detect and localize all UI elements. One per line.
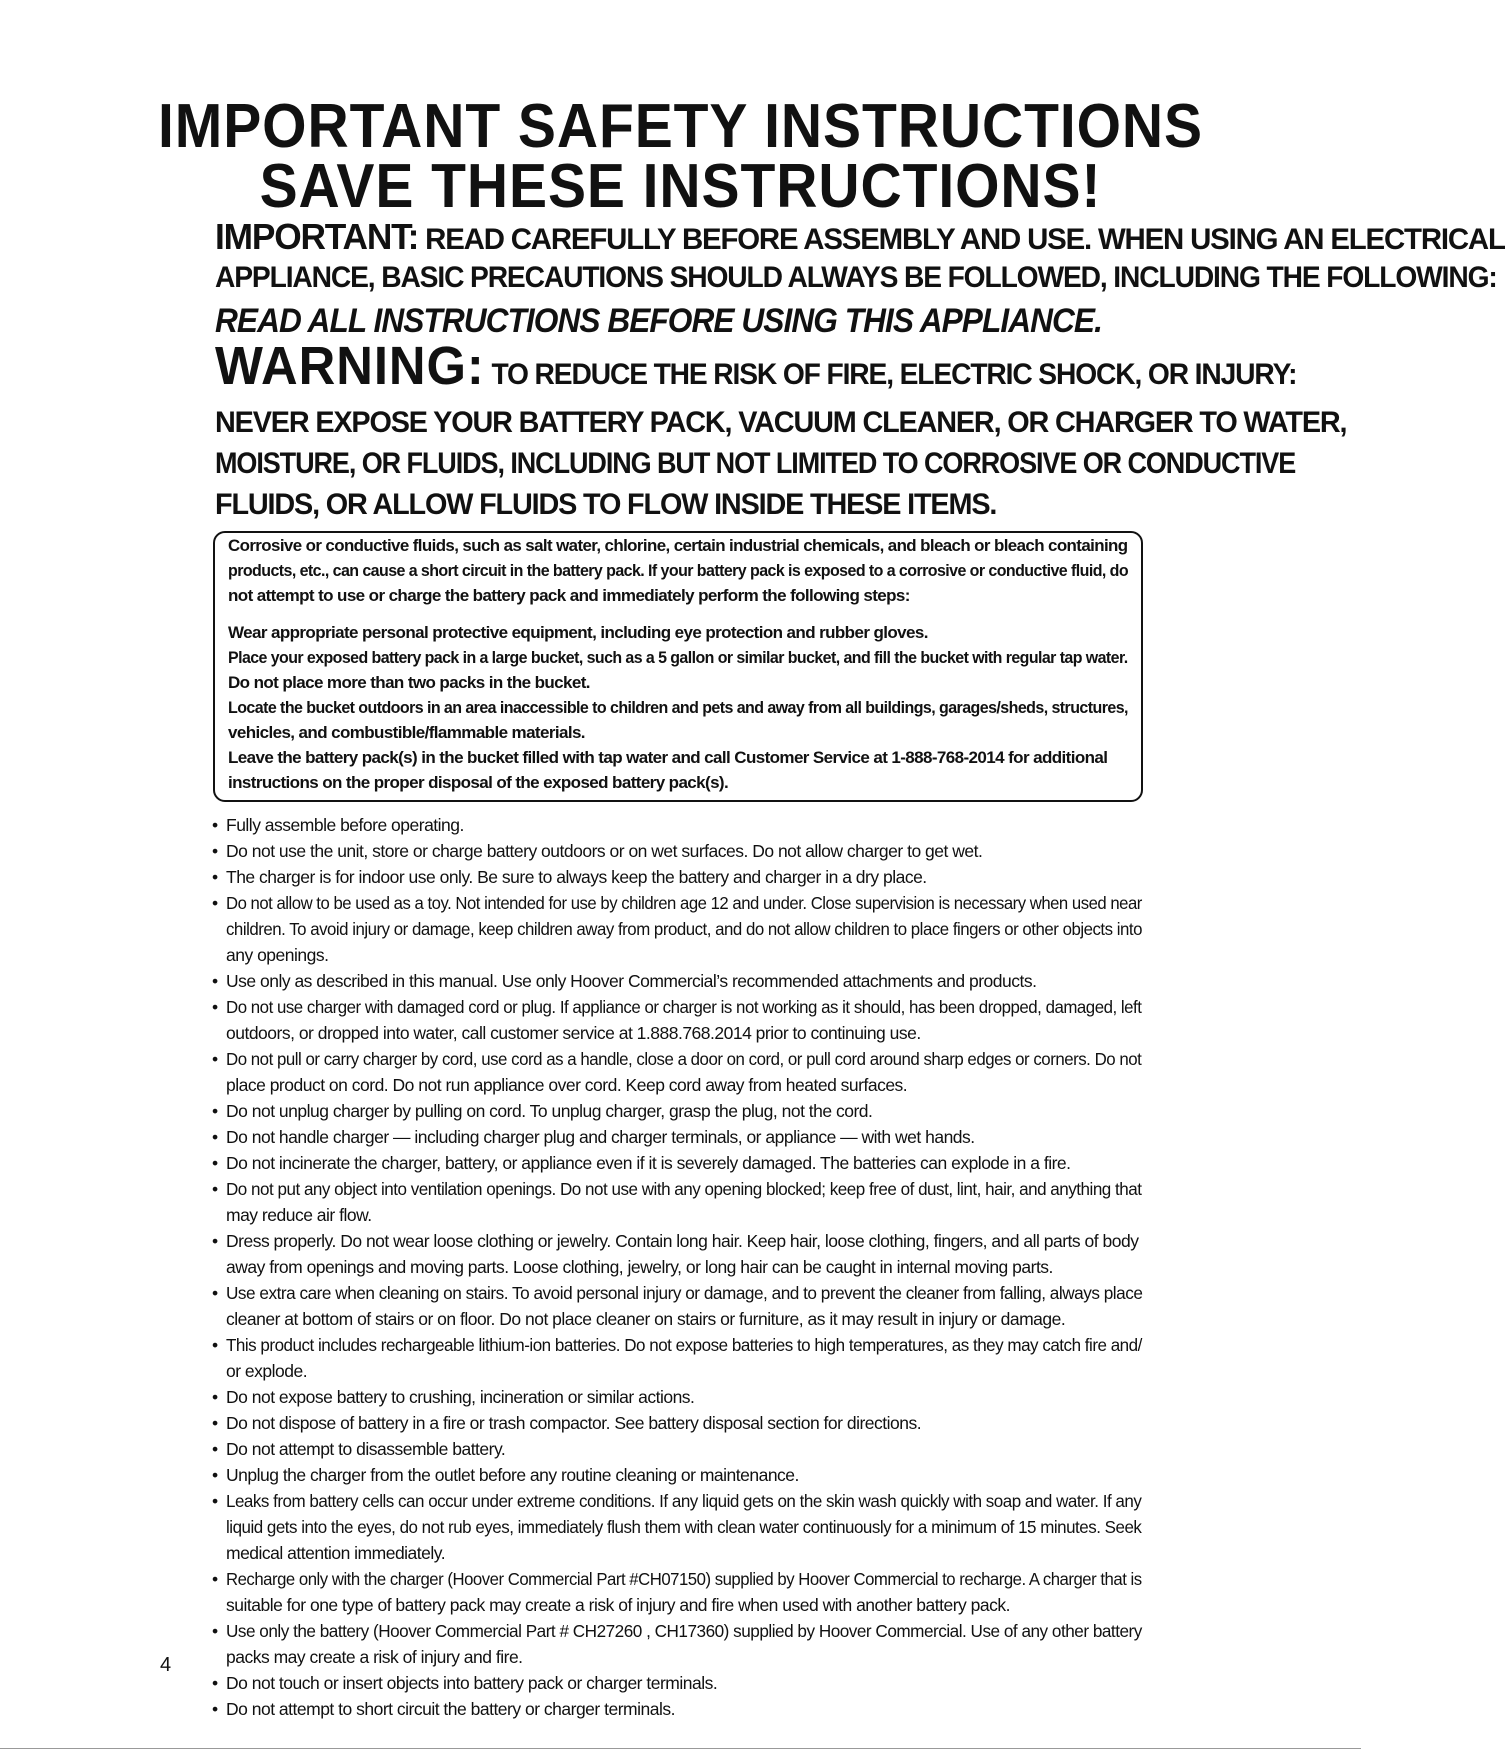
bullet-item	[212, 1332, 1142, 1384]
warning-label: WARNING:	[215, 336, 485, 396]
important-text-1: READ CAREFULLY BEFORE ASSEMBLY AND USE. WHEN USING AN ELECTRICAL	[418, 223, 1505, 256]
important-label: IMPORTANT:	[215, 216, 419, 257]
warning-line-2: NEVER EXPOSE YOUR BATTERY PACK, VACUUM CLEANER, OR CHARGER TO WATER,	[215, 406, 1347, 439]
bullet-text-line: may reduce air flow.	[226, 1205, 372, 1225]
bullet-text-line: Do not incinerate the charger, battery, or appliance even if it is severely damaged. The batteries can explode in a fire.	[226, 1153, 1071, 1173]
bullet-dot: •	[212, 815, 218, 835]
notice-step-line: Place your exposed battery pack in a large bucket, such as a 5 gallon or similar bucket, and fill the bucket with regular tap water.	[228, 648, 1128, 667]
bullet-text-line: children. To avoid injury or damage, keep children away from product, and do not allow children to place fingers or other objects into	[226, 919, 1142, 939]
main-heading: IMPORTANT SAFETY INSTRUCTIONS	[158, 92, 1203, 161]
bullet-item	[212, 890, 1142, 968]
bullet-text-line: Do not unplug charger by pulling on cord. To unplug charger, grasp the plug, not the cord.	[226, 1101, 873, 1121]
bullet-text-line: Recharge only with the charger (Hoover Commercial Part #CH07150) supplied by Hoover Commercial to recharge. A charger that is	[226, 1569, 1142, 1589]
page-edge-line	[0, 1748, 1361, 1749]
bullet-text-line: Do not use the unit, store or charge battery outdoors or on wet surfaces. Do not allow charger to get wet.	[226, 841, 983, 861]
bullet-text-line: Use extra care when cleaning on stairs. To avoid personal injury or damage, and to prevent the cleaner from falling, always place	[226, 1283, 1143, 1303]
bullet-text-line: Do not attempt to short circuit the battery or charger terminals.	[226, 1699, 675, 1719]
bullet-dot: •	[212, 1101, 218, 1121]
bullet-text-line: Do not expose battery to crushing, incineration or similar actions.	[226, 1387, 695, 1407]
bullet-item	[212, 1046, 1142, 1098]
bullet-item	[212, 1384, 1142, 1410]
notice-step-line: Leave the battery pack(s) in the bucket filled with tap water and call Customer Service at 1-888-768-2014 for additional	[228, 748, 1108, 767]
bullet-dot: •	[212, 893, 218, 913]
bullet-dot: •	[212, 841, 218, 861]
bullet-text-line: Leaks from battery cells can occur under extreme conditions. If any liquid gets on the skin wash quickly with soap and water. If any	[226, 1491, 1142, 1511]
bullet-text-line: Do not attempt to disassemble battery.	[226, 1439, 506, 1459]
bullet-dot: •	[212, 1621, 218, 1641]
bullet-item	[212, 994, 1142, 1046]
notice-step-line: Do not place more than two packs in the bucket.	[228, 673, 590, 692]
bullet-text-line: Use only the battery (Hoover Commercial Part # CH27260 , CH17360) supplied by Hoover Commercial. Use of any other battery	[226, 1621, 1142, 1641]
bullet-item	[212, 838, 1142, 864]
warning-text-1: TO REDUCE THE RISK OF FIRE, ELECTRIC SHOCK, OR INJURY:	[484, 358, 1297, 391]
bullet-text-line: Do not use charger with damaged cord or plug. If appliance or charger is not working as it should, has been dropped, damaged, left	[226, 997, 1142, 1017]
bullet-item	[212, 1566, 1142, 1618]
bullet-dot: •	[212, 1491, 218, 1511]
bullet-item	[212, 1098, 1142, 1124]
bullet-dot: •	[212, 1179, 218, 1199]
bullet-text-line: or explode.	[226, 1361, 308, 1381]
bullet-text-line: Do not pull or carry charger by cord, use cord as a handle, close a door on cord, or pull cord around sharp edges or corners. Do not	[226, 1049, 1142, 1069]
bullet-dot: •	[212, 1231, 218, 1251]
bullet-dot: •	[212, 1127, 218, 1147]
bullet-dot: •	[212, 1283, 218, 1303]
safety-bullet-list	[212, 812, 1142, 1722]
bullet-item	[212, 864, 1142, 890]
bullet-item	[212, 1280, 1142, 1332]
bullet-dot: •	[212, 971, 218, 991]
page-number: 4	[160, 1654, 172, 1676]
bullet-item	[212, 812, 1142, 838]
bullet-text-line: suitable for one type of battery pack may create a risk of injury and fire when used with another battery pack.	[226, 1595, 1010, 1615]
notice-intro-line: Corrosive or conductive fluids, such as salt water, chlorine, certain industrial chemicals, and bleach or bleach containing	[228, 536, 1128, 555]
bullet-text-line: any openings.	[226, 945, 329, 965]
bullet-item	[212, 1124, 1142, 1150]
bullet-text-line: Dress properly. Do not wear loose clothing or jewelry. Contain long hair. Keep hair, loose clothing, fingers, and all parts of body	[226, 1231, 1139, 1251]
bullet-dot: •	[212, 1387, 218, 1407]
bullet-item	[212, 1462, 1142, 1488]
bullet-dot: •	[212, 1465, 218, 1485]
bullet-text-line: away from openings and moving parts. Loose clothing, jewelry, or long hair can be caught in internal moving parts.	[226, 1257, 1053, 1277]
bullet-text-line: Unplug the charger from the outlet before any routine cleaning or maintenance.	[226, 1465, 799, 1485]
bullet-dot: •	[212, 997, 218, 1017]
bullet-item	[212, 1488, 1142, 1566]
warning-line-1	[215, 336, 1297, 396]
bullet-item	[212, 968, 1142, 994]
notice-step-line: instructions on the proper disposal of the exposed battery pack(s).	[228, 773, 729, 792]
bullet-dot: •	[212, 1049, 218, 1069]
bullet-dot: •	[212, 1569, 218, 1589]
bullet-text-line: outdoors, or dropped into water, call customer service at 1.888.768.2014 prior to continuing use.	[226, 1023, 921, 1043]
bullet-text-line: Do not handle charger — including charger plug and charger terminals, or appliance — with wet hands.	[226, 1127, 975, 1147]
important-line-1	[215, 216, 1505, 260]
bullet-text-line: Do not dispose of battery in a fire or trash compactor. See battery disposal section for directions.	[226, 1413, 922, 1433]
bullet-item	[212, 1150, 1142, 1176]
notice-step-line: Wear appropriate personal protective equipment, including eye protection and rubber gloves.	[228, 623, 928, 642]
bullet-text-line: packs may create a risk of injury and fire.	[226, 1647, 523, 1667]
bullet-item	[212, 1696, 1142, 1722]
sub-heading: SAVE THESE INSTRUCTIONS!	[259, 152, 1102, 221]
bullet-item	[212, 1436, 1142, 1462]
bullet-item	[212, 1228, 1142, 1280]
bullet-item	[212, 1618, 1142, 1670]
bullet-dot: •	[212, 1153, 218, 1173]
bullet-dot: •	[212, 1439, 218, 1459]
bullet-text-line: cleaner at bottom of stairs or on floor. Do not place cleaner on stairs or furniture, as it may result in injury or damage.	[226, 1309, 1066, 1329]
bullet-text-line: Do not allow to be used as a toy. Not intended for use by children age 12 and under. Close supervision is necessary when used near	[226, 893, 1142, 913]
bullet-dot: •	[212, 1699, 218, 1719]
notice-intro-line: products, etc., can cause a short circuit in the battery pack. If your battery pack is exposed to a corrosive or conductive fluid, do	[228, 561, 1129, 580]
bullet-text-line: place product on cord. Do not run appliance over cord. Keep cord away from heated surfaces.	[226, 1075, 908, 1095]
bullet-dot: •	[212, 1335, 218, 1355]
bullet-item	[212, 1410, 1142, 1436]
bullet-text-line: The charger is for indoor use only. Be sure to always keep the battery and charger in a dry place.	[226, 867, 927, 887]
bullet-item	[212, 1176, 1142, 1228]
warning-line-3: MOISTURE, OR FLUIDS, INCLUDING BUT NOT LIMITED TO CORROSIVE OR CONDUCTIVE	[215, 447, 1296, 480]
notice-step-line: Locate the bucket outdoors in an area inaccessible to children and pets and away from all buildings, garages/sheds, structures,	[228, 698, 1128, 717]
bullet-text-line: medical attention immediately.	[226, 1543, 446, 1563]
bullet-text-line: liquid gets into the eyes, do not rub eyes, immediately flush them with clean water continuously for a minimum of 15 minutes. Seek	[226, 1517, 1142, 1537]
bullet-text-line: Do not touch or insert objects into battery pack or charger terminals.	[226, 1673, 718, 1693]
bullet-item	[212, 1670, 1142, 1696]
bullet-text-line: Fully assemble before operating.	[226, 815, 464, 835]
notice-step-line: vehicles, and combustible/flammable materials.	[228, 723, 585, 742]
read-all-instructions: READ ALL INSTRUCTIONS BEFORE USING THIS APPLIANCE.	[215, 302, 1102, 340]
notice-intro-line: not attempt to use or charge the battery pack and immediately perform the following steps:	[228, 586, 910, 605]
bullet-text-line: Use only as described in this manual. Use only Hoover Commercial’s recommended attachments and products.	[226, 971, 1037, 991]
bullet-dot: •	[212, 1673, 218, 1693]
bullet-text-line: Do not put any object into ventilation openings. Do not use with any opening blocked; keep free of dust, lint, hair, and anything that	[226, 1179, 1142, 1199]
warning-line-4: FLUIDS, OR ALLOW FLUIDS TO FLOW INSIDE THESE ITEMS.	[215, 488, 997, 521]
important-line-2: APPLIANCE, BASIC PRECAUTIONS SHOULD ALWAYS BE FOLLOWED, INCLUDING THE FOLLOWING:	[215, 261, 1497, 294]
corrosive-fluid-notice	[228, 533, 1128, 795]
bullet-text-line: This product includes rechargeable lithium-ion batteries. Do not expose batteries to high temperatures, as they may catch fire and/	[226, 1335, 1142, 1355]
bullet-dot: •	[212, 1413, 218, 1433]
bullet-dot: •	[212, 867, 218, 887]
